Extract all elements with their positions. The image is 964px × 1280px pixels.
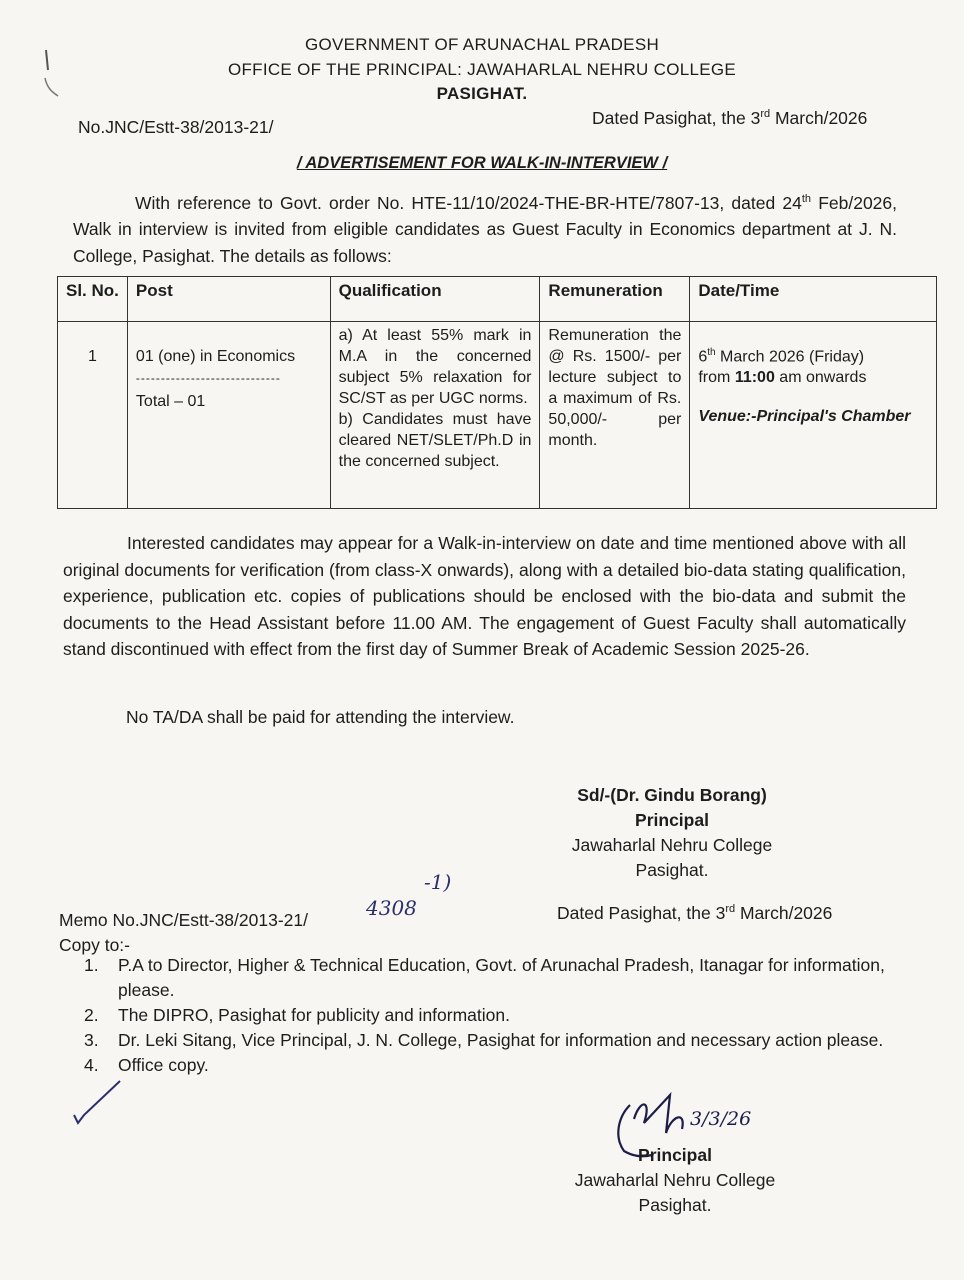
interview-date: 6th March 2026 (Friday) <box>698 347 865 366</box>
header-office: OFFICE OF THE PRINCIPAL: JAWAHARLAL NEHRU COLLEGE <box>227 60 737 79</box>
cell-post <box>127 322 330 509</box>
list-item: 1. P.A to Director, Higher & Technical Education, Govt. of Arunachal Pradesh, Itanagar for information, please. <box>84 955 885 1000</box>
post-name: 01 (one) in Economics <box>135 348 296 365</box>
header-place: PASIGHAT. <box>436 84 528 103</box>
qualification-a: a) At least 55% mark in M.A in the concerned subject 5% relaxation for SC/ST as per UGC norms. <box>338 327 532 407</box>
advertisement-title: / ADVERTISEMENT FOR WALK-IN-INTERVIEW / <box>296 154 668 172</box>
memo-number: Memo No.JNC/Estt-38/2013-21/ <box>59 910 308 930</box>
list-item: 4. Office copy. <box>84 1055 209 1075</box>
copy-list <box>84 953 914 1078</box>
no-tada-note: No TA/DA shall be paid for attending the interview. <box>126 707 515 727</box>
cell-date-time <box>690 322 937 509</box>
table-row <box>58 322 937 509</box>
interview-venue: Venue:-Principal's Chamber <box>698 408 911 426</box>
interview-time: from 11:00 am onwards <box>698 369 867 387</box>
final-designation: Principal <box>638 1145 712 1165</box>
header-sl-no: Sl. No. <box>58 277 128 322</box>
signatory-college: Jawaharlal Nehru College <box>571 835 773 855</box>
dated-line: Dated Pasighat, the 3rd March/2026 <box>592 108 868 128</box>
reference-number: No.JNC/Estt-38/2013-21/ <box>78 117 274 137</box>
list-item: 2. The DIPRO, Pasighat for publicity and information. <box>84 1005 510 1025</box>
signatory-block <box>552 783 792 883</box>
post-total: Total – 01 <box>135 393 206 410</box>
final-place: Pasighat. <box>638 1195 712 1215</box>
memo-handwritten-suffix: -1) <box>424 870 452 894</box>
copy-to-label: Copy to:- <box>59 935 130 955</box>
details-table <box>57 276 937 509</box>
memo-dated-line: Dated Pasighat, the 3rd March/2026 <box>557 903 833 923</box>
list-item: 3. Dr. Leki Sitang, Vice Principal, J. N. College, Pasighat for information and necessary action please. <box>84 1030 884 1050</box>
body-paragraph: Interested candidates may appear for a Walk-in-interview on date and time mentioned above with all original documents for verification (from class-X onwards), along with a detailed bio-data stating qualification, experience, publication etc. copies of publications should be enclosed with the bio-data and submit the documents to the Head Assistant before 11.00 AM. The engagement of Guest Faculty shall automatically stand discontinued with effect from the first day of Summer Break of Academic Session 2025-26. <box>63 533 906 659</box>
final-signatory-block <box>555 1143 795 1218</box>
cell-qualification <box>330 322 540 509</box>
signatory-name: Sd/-(Dr. Gindu Borang) <box>577 785 767 805</box>
table-header-row <box>58 277 937 322</box>
post-separator: ----------------------------- <box>135 371 281 385</box>
header-government: GOVERNMENT OF ARUNACHAL PRADESH <box>304 35 660 54</box>
signatory-place: Pasighat. <box>635 860 709 880</box>
header-date-time: Date/Time <box>690 277 937 322</box>
header-post: Post <box>127 277 330 322</box>
signature-date: 3/3/26 <box>690 1108 752 1130</box>
intro-paragraph: With reference to Govt. order No. HTE-11/10/2024-THE-BR-HTE/7807-13, dated 24th Feb/2026, Walk in interview is invited from eligible candidates as Guest Faculty in Economics department at J. N. College, Pasighat. The details as follows: <box>73 192 898 266</box>
header-qualification: Qualification <box>330 277 540 322</box>
tick-mark-icon <box>70 1075 130 1125</box>
cell-sl-no: 1 <box>58 322 128 509</box>
final-college: Jawaharlal Nehru College <box>574 1170 776 1190</box>
header-remuneration: Remuneration <box>540 277 690 322</box>
qualification-b: b) Candidates must have cleared NET/SLET/Ph.D in the concerned subject. <box>338 411 532 470</box>
cell-remuneration: Remuneration the @ Rs. 1500/- per lecture subject to a maximum of Rs. 50,000/- per month. <box>540 322 690 509</box>
signatory-designation: Principal <box>635 810 709 830</box>
memo-handwritten-number: 4308 <box>366 896 417 920</box>
